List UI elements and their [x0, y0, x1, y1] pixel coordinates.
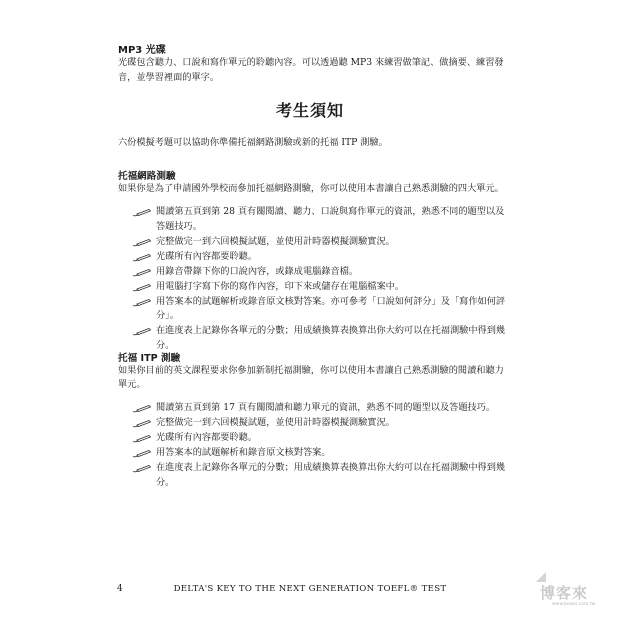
ibt-list-item-text: 用答案本的試題解析或錄音原文核對答案。亦可參考「口說如何評分」及「寫作如何評分」。	[156, 295, 506, 321]
itp-list-item-text: 閱讀第五頁到第 17 頁有關閱讀和聽力單元的資訊，熟悉不同的題型以及答題技巧。	[156, 402, 496, 413]
ibt-list-item-text: 用電腦打字寫下你的寫作內容，印下來或儲存在電腦檔案中。	[156, 280, 405, 292]
itp-list	[132, 401, 508, 491]
itp-heading: 托福 ITP 測驗	[118, 353, 181, 364]
itp-list-item-text: 用答案本的試題解析和錄音原文核對答案。	[156, 447, 331, 458]
itp-list-item-text: 完整做完一到六回模擬試題，並使用計時器模擬測驗實況。	[156, 417, 395, 428]
watermark-logo	[532, 568, 596, 610]
pen-bullet-icon	[132, 268, 152, 277]
ibt-list-item	[132, 324, 508, 353]
pen-bullet-icon	[132, 434, 152, 443]
pen-bullet-icon	[132, 404, 152, 413]
ibt-list-item-text: 在進度表上記錄你各單元的分數；用成績換算表換算出你大約可以在托福測驗中得到幾分。	[156, 325, 506, 351]
ibt-list-item	[132, 280, 508, 295]
ibt-list-item-text: 完整做完一到六回模擬試題，並使用計時器模擬測驗實況。	[156, 235, 395, 247]
pen-bullet-icon	[132, 449, 152, 458]
mp3-heading: MP3 光碟	[118, 45, 166, 56]
itp-list-item-text: 在進度表上記錄你各單元的分數；用成績換算表換算出你大約可以在托福測驗中得到幾分。	[156, 462, 506, 488]
ibt-list-item	[132, 250, 508, 265]
watermark-url: www.books.com.tw	[552, 602, 596, 607]
ibt-list-item-text: 閱讀第五頁到第 28 頁有關閱讀、聽力、口說與寫作單元的資訊，熟悉不同的題型以及答題技巧。	[156, 206, 505, 232]
ibt-list-item	[132, 235, 508, 250]
pen-bullet-icon	[132, 419, 152, 428]
intro-paragraph: 六份模擬考題可以協助你準備托福網路測驗或新的托福 ITP 測驗。	[118, 137, 388, 148]
ibt-heading: 托福網路測驗	[118, 171, 176, 182]
pen-bullet-icon	[132, 283, 152, 292]
ibt-list-item	[132, 295, 508, 324]
watermark-text: 博客來	[540, 584, 589, 602]
itp-list-item	[132, 431, 508, 446]
pen-bullet-icon	[132, 253, 152, 262]
page-number: 4	[117, 584, 123, 594]
ibt-intro: 如果你是為了申請國外學校而參加托福網路測驗，你可以使用本書讓自己熟悉測驗的四大單元。	[118, 183, 504, 194]
page-title: 考生須知	[275, 101, 344, 120]
pen-bullet-icon	[132, 238, 152, 247]
mp3-description: 光碟包含聽力、口說和寫作單元的聆聽內容。可以透過聽 MP3 來練習做筆記、做摘要、練習發音，並學習裡面的單字。	[118, 57, 504, 83]
pen-bullet-icon	[132, 298, 152, 307]
itp-list-item	[132, 461, 508, 490]
itp-intro: 如果你目前的英文課程要求你參加新制托福測驗，你可以使用本書讓自己熟悉測驗的閱讀和聽力單元。	[118, 365, 504, 390]
ibt-list-item-text: 用錄音帶錄下你的口說內容，或錄成電腦錄音檔。	[156, 265, 359, 277]
pen-bullet-icon	[132, 327, 152, 336]
ibt-list-item-text: 光碟所有內容都要聆聽。	[156, 250, 258, 262]
pen-bullet-icon	[132, 208, 152, 217]
itp-list-item	[132, 446, 508, 461]
footer-book-title: DELTA'S KEY TO THE NEXT GENERATION TOEFL® TEST	[173, 584, 447, 594]
ibt-list-item	[132, 205, 508, 234]
ibt-list	[132, 205, 508, 354]
itp-list-item-text: 光碟所有內容都要聆聽。	[156, 432, 258, 443]
ibt-list-item	[132, 265, 508, 280]
pen-bullet-icon	[132, 464, 152, 473]
itp-list-item	[132, 401, 508, 416]
itp-list-item	[132, 416, 508, 431]
